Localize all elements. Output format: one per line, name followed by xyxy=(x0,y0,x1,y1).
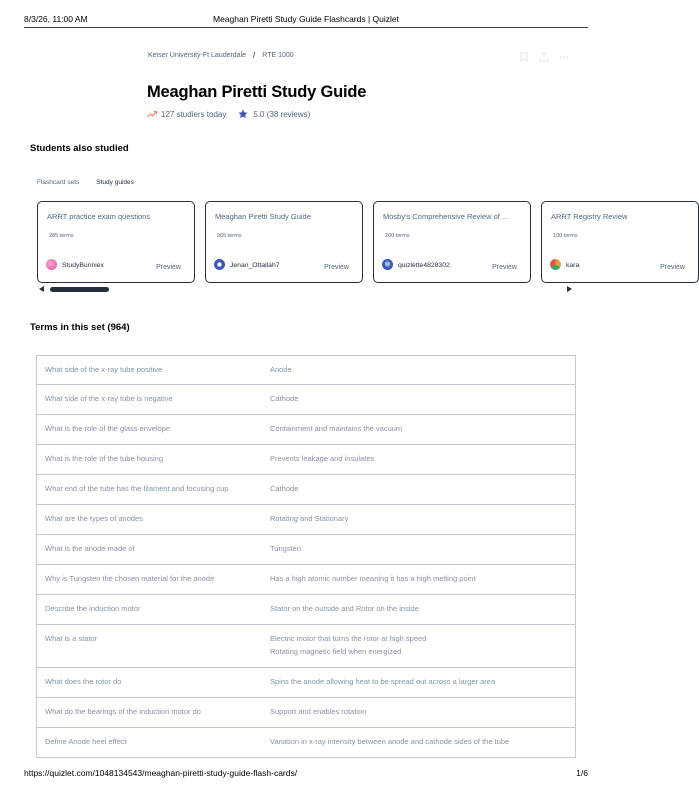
term: What does the rotor do xyxy=(45,677,122,686)
study-card[interactable] xyxy=(205,201,363,283)
breadcrumb-course[interactable]: RTE 1000 xyxy=(262,52,294,59)
definition: Electric motor that turns the rotor at high speed Rotating magnetic field when energized xyxy=(270,634,427,656)
term: What side of the x-ray tube positive xyxy=(45,365,163,374)
set-meta xyxy=(147,109,310,119)
more-icon[interactable] xyxy=(559,49,569,59)
table-row[interactable] xyxy=(36,355,576,385)
card-username[interactable]: Jenan_Ottallah7 xyxy=(230,262,280,269)
terms-table xyxy=(36,355,576,758)
table-row[interactable] xyxy=(36,475,576,505)
avatar xyxy=(382,259,393,270)
definition: Spins the anode allowing heat to be spread out across a larger area xyxy=(270,677,496,686)
also-studied-tabs xyxy=(37,179,134,186)
print-datetime: 8/3/26, 11:00 AM xyxy=(24,14,88,24)
term: What do the bearings of the induction motor do xyxy=(45,707,201,716)
table-row[interactable] xyxy=(36,445,576,475)
term: What end of the tube has the filament and focusing cup xyxy=(45,484,229,493)
term: What is the role of the tube housing xyxy=(45,454,163,463)
table-row[interactable] xyxy=(36,698,576,728)
card-term-count: 200 terms xyxy=(385,233,410,239)
tab-flashcard-sets[interactable]: Flashcard sets xyxy=(37,179,80,186)
trending-icon xyxy=(147,110,157,118)
share-icon[interactable] xyxy=(539,49,549,59)
card-username[interactable]: quizlette4828302 xyxy=(398,262,450,269)
breadcrumb-school[interactable]: Keiser University-Ft Lauderdale xyxy=(148,52,247,59)
definition: Support and enables rotation xyxy=(270,707,367,716)
card-title: Meaghan Piretti Study Guide xyxy=(215,212,311,221)
avatar xyxy=(550,259,561,270)
definition: Stator on the outside and Rotor on the inside xyxy=(270,604,419,613)
carousel-scrollbar[interactable] xyxy=(50,287,109,292)
save-icon[interactable] xyxy=(519,49,529,59)
study-card[interactable] xyxy=(37,201,195,283)
scroll-left-arrow-icon[interactable] xyxy=(39,286,44,292)
table-row[interactable] xyxy=(36,385,576,415)
study-card[interactable] xyxy=(373,201,531,283)
scroll-right-arrow-icon[interactable] xyxy=(567,286,572,292)
definition: Prevents leakage and insulates xyxy=(270,454,375,463)
also-studied-carousel xyxy=(37,201,685,285)
term: What is a stator xyxy=(45,634,98,643)
card-username[interactable]: kara xyxy=(566,262,580,269)
term: Describe the induction motor xyxy=(45,604,141,613)
term: What is the anode made of xyxy=(45,544,135,553)
term: What side of the x-ray tube is negative xyxy=(45,394,173,403)
table-row[interactable] xyxy=(36,625,576,668)
table-row[interactable] xyxy=(36,535,576,565)
studiers-count: 127 studiers today xyxy=(161,109,227,119)
preview-button[interactable]: Preview xyxy=(492,264,517,271)
definition: Cathode xyxy=(270,484,299,493)
study-card[interactable] xyxy=(541,201,699,283)
definition: Tungsten xyxy=(270,544,301,553)
set-actions xyxy=(519,49,569,59)
definition: Variation in x-ray intensity between anode and cathode sides of the tube xyxy=(270,737,510,746)
header-rule xyxy=(24,27,588,28)
students-also-studied-heading: Students also studied xyxy=(30,143,129,154)
table-row[interactable] xyxy=(36,668,576,698)
term: Why is Tungsten the chosen material for the anode xyxy=(45,574,215,583)
card-title: ARRT Registry Review xyxy=(551,212,628,221)
avatar xyxy=(46,259,57,270)
print-page-number: 1/6 xyxy=(576,768,588,778)
card-term-count: 285 terms xyxy=(49,233,74,239)
preview-button[interactable]: Preview xyxy=(660,264,685,271)
preview-button[interactable]: Preview xyxy=(156,264,181,271)
print-footer-url: https://quizlet.com/1048134543/meaghan-piretti-study-guide-flash-cards/ xyxy=(24,768,298,778)
term: What is the role of the glass envelope xyxy=(45,424,171,433)
term: Define Anode heel effect xyxy=(45,737,127,746)
table-row[interactable] xyxy=(36,595,576,625)
avatar xyxy=(214,259,225,270)
definition: Cathode xyxy=(270,394,299,403)
terms-heading: Terms in this set (964) xyxy=(30,322,130,333)
term: What are the types of anodes xyxy=(45,514,143,523)
definition: Has a high atomic number meaning it has a high melting point xyxy=(270,574,476,583)
table-row[interactable] xyxy=(36,415,576,445)
print-header xyxy=(24,14,588,26)
definition: Anode xyxy=(270,365,292,374)
card-term-count: 965 terms xyxy=(217,233,242,239)
breadcrumb-separator: / xyxy=(253,51,256,60)
breadcrumb xyxy=(148,51,294,60)
card-term-count: 100 terms xyxy=(553,233,578,239)
definition: Containment and maintains the vacuum xyxy=(270,424,403,433)
page-title: Meaghan Piretti Study Guide xyxy=(147,83,367,101)
rating[interactable]: 5.0 (38 reviews) xyxy=(253,109,311,119)
card-title: Mosby's Comprehensive Review of ... xyxy=(383,212,509,221)
table-row[interactable] xyxy=(36,728,576,758)
star-icon xyxy=(238,109,248,119)
table-row[interactable] xyxy=(36,565,576,595)
tab-study-guides[interactable]: Study guides xyxy=(96,179,134,186)
definition: Rotating and Stationary xyxy=(270,514,349,523)
print-page-title: Meaghan Piretti Study Guide Flashcards | Quizlet xyxy=(213,14,399,24)
preview-button[interactable]: Preview xyxy=(324,264,349,271)
table-row[interactable] xyxy=(36,505,576,535)
card-username[interactable]: StudyBunniex xyxy=(62,262,104,269)
card-title: ARRT practice exam questions xyxy=(47,212,151,221)
